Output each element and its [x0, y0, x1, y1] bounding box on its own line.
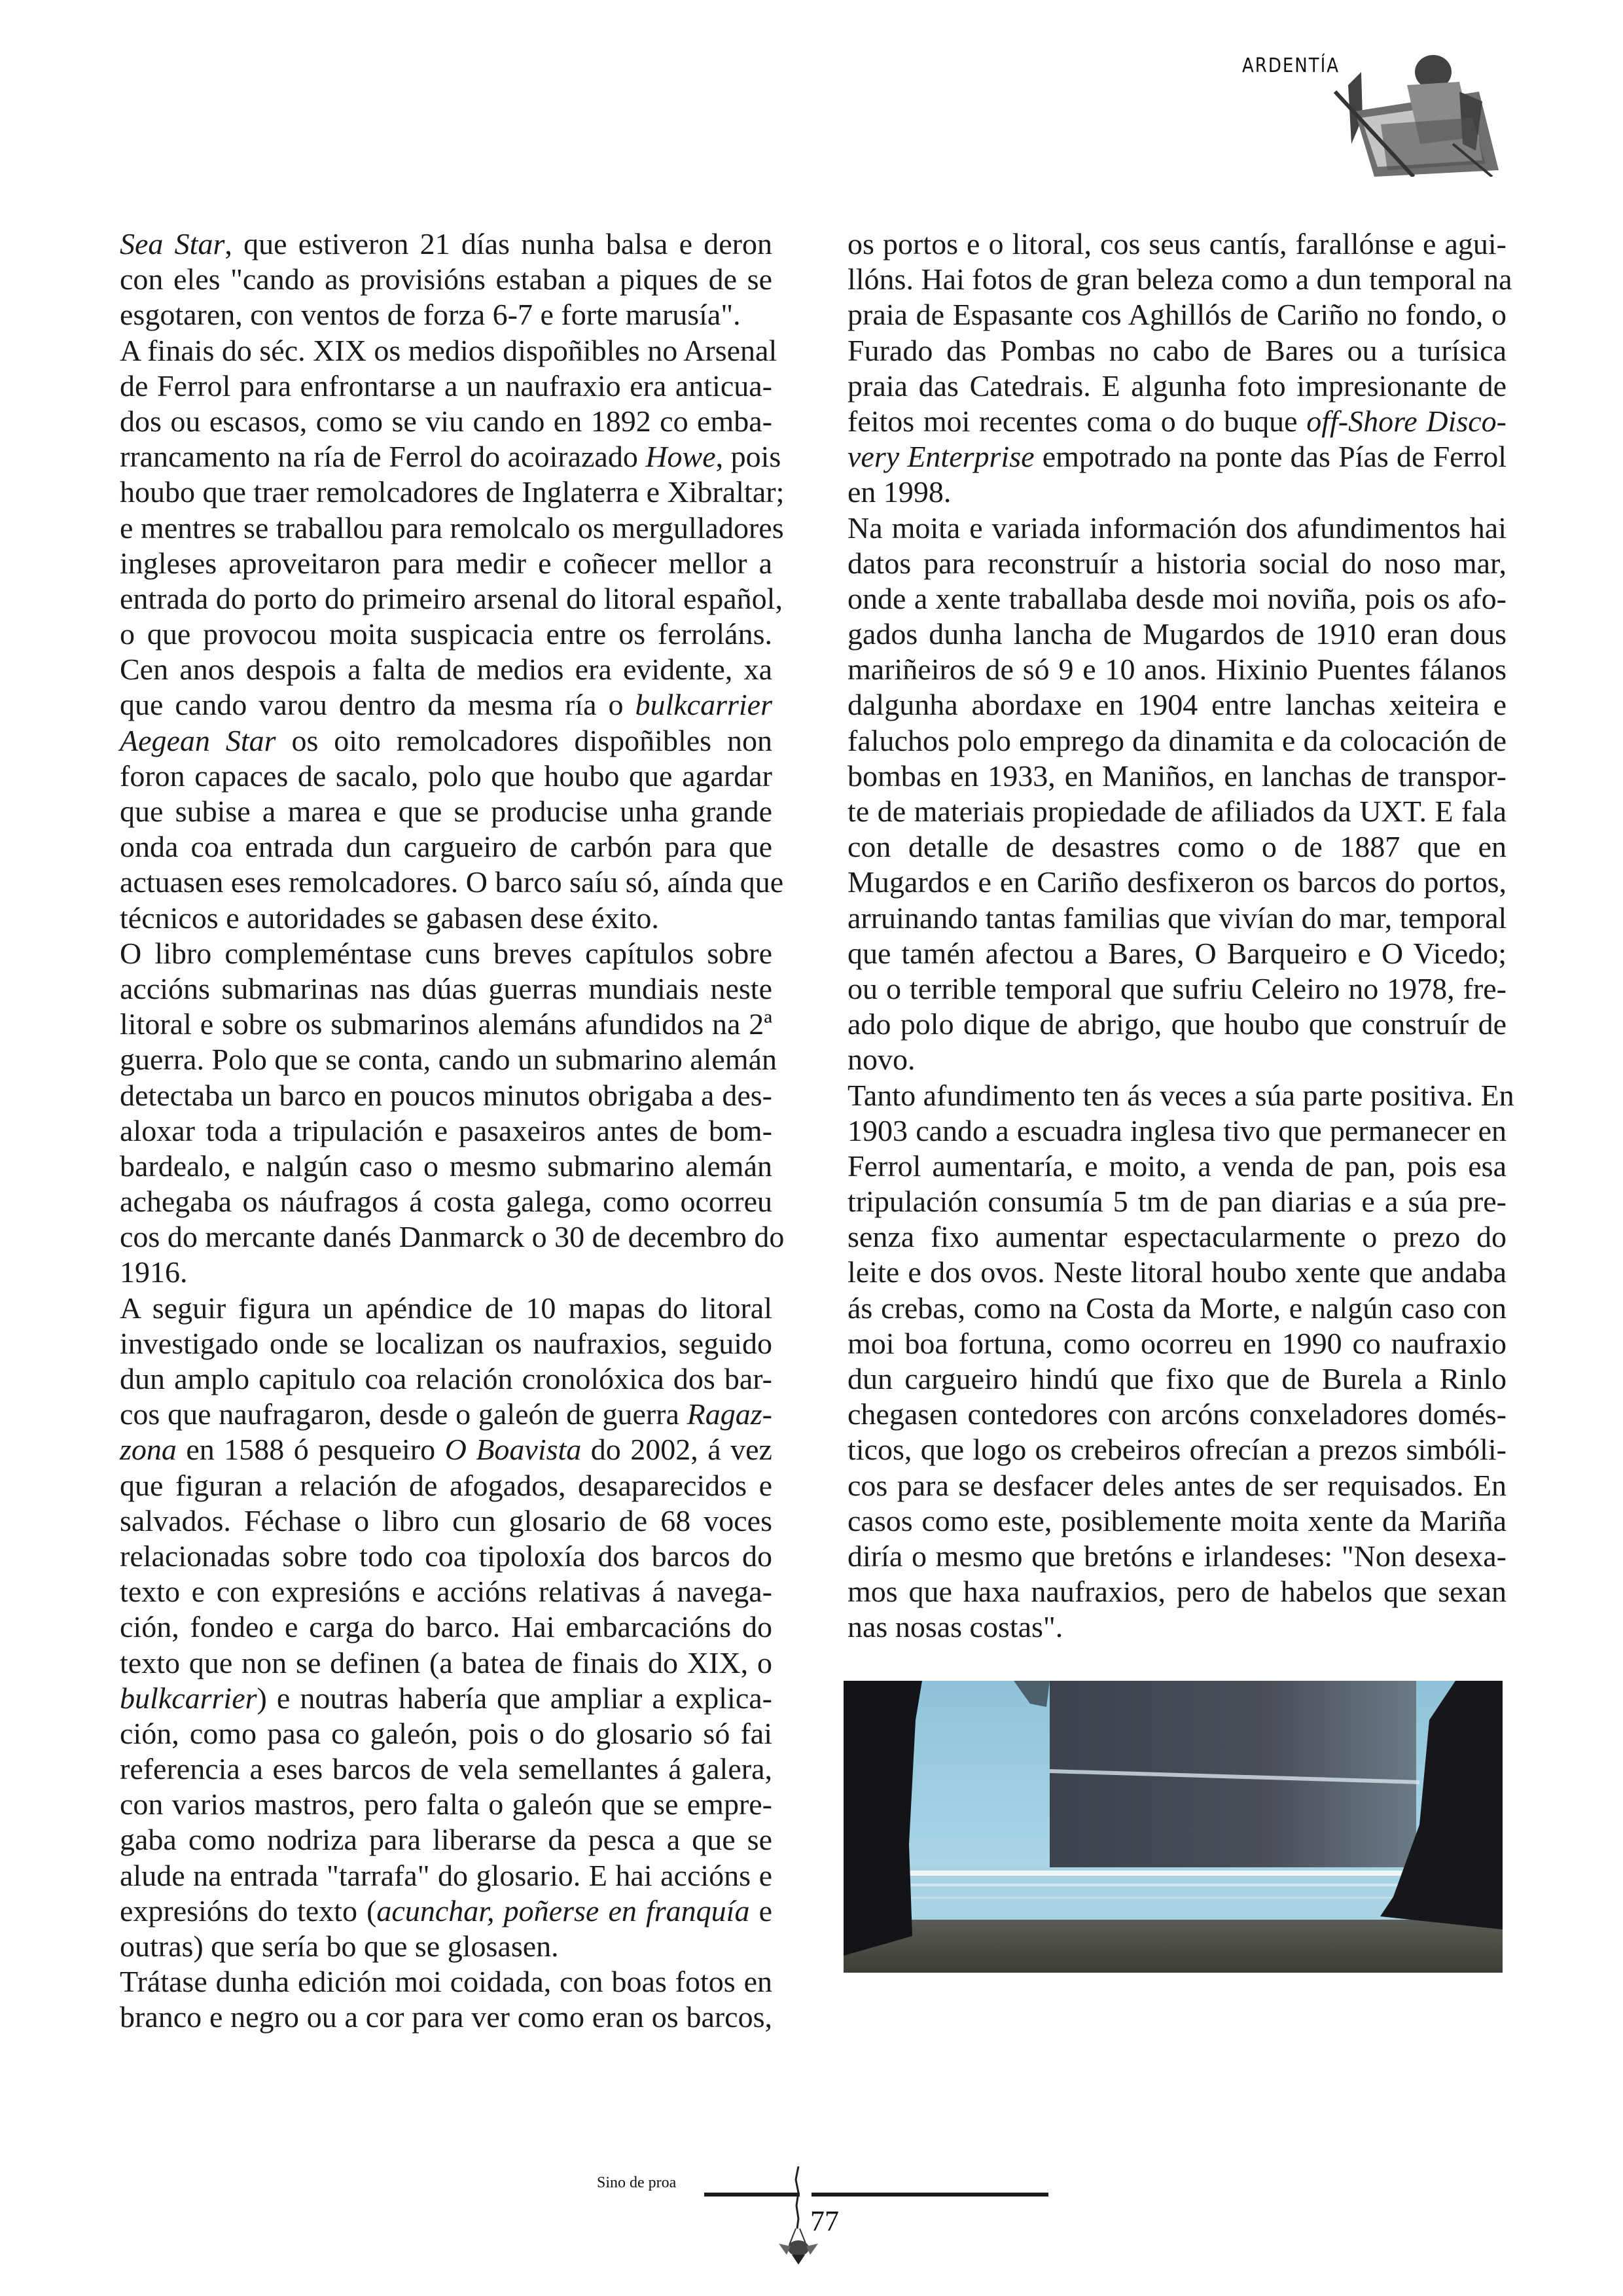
text-line — [847, 226, 1507, 262]
text-line — [120, 511, 784, 546]
text-line — [847, 1149, 1507, 1184]
text-line — [120, 297, 772, 332]
text-run: expresións do texto ( — [120, 1893, 377, 1928]
text-line — [120, 1609, 772, 1645]
text-line — [120, 368, 772, 404]
text-line — [847, 1078, 1514, 1113]
text-run: nas nosas costas". — [847, 1610, 1063, 1644]
text-run: con detalle de desastres como o de 1887 que en — [847, 830, 1507, 864]
text-line — [847, 404, 1507, 439]
text-line — [847, 1574, 1507, 1609]
text-line — [120, 1149, 772, 1184]
text-run: litoral e sobre os submarinos alemáns afundidos na 2ª — [120, 1007, 772, 1041]
text-run: houbo que traer remolcadores de Inglaterra e Xibraltar; — [120, 475, 785, 509]
text-run: 1903 cando a escuadra inglesa tivo que permanecer en — [847, 1113, 1507, 1147]
text-line — [847, 971, 1507, 1007]
text-line — [120, 901, 772, 936]
text-line — [847, 439, 1507, 475]
text-run: onda coa entrada dun cargueiro de carbón para que — [120, 830, 772, 864]
text-line — [120, 1716, 772, 1751]
text-line — [120, 1503, 772, 1539]
text-line — [120, 2000, 772, 2035]
text-line — [120, 439, 781, 475]
text-line — [120, 829, 772, 865]
text-run: entrada do porto do primeiro arsenal do litoral español, — [120, 581, 783, 615]
text-line — [120, 936, 772, 971]
text-line — [120, 1822, 772, 1857]
fisherman-illustration-icon — [1322, 46, 1544, 177]
text-line — [847, 1397, 1507, 1432]
text-run: tripulación consumía 5 tm de pan diarias e a súa pre- — [847, 1185, 1507, 1219]
text-run: con eles "cando as provisións estaban a piques de se — [120, 262, 772, 296]
text-line — [120, 1219, 785, 1255]
brand-title: ARDENTÍA — [1242, 54, 1340, 78]
text-run: cos para se desfacer deles antes de ser requisados. En — [847, 1468, 1507, 1502]
text-line — [847, 1255, 1507, 1290]
text-line — [847, 1432, 1507, 1467]
text-line — [847, 865, 1507, 900]
text-run: praia das Catedrais. E algunha foto impresionante de — [847, 368, 1507, 403]
text-run: branco e negro ou a cor para ver como eran os barcos, — [120, 2000, 772, 2034]
text-run: en 1588 ó pesqueiro — [176, 1433, 445, 1467]
text-run: texto e con expresións e accións relativas á navega- — [120, 1575, 772, 1609]
text-line — [847, 1503, 1507, 1539]
publication-name: Sino de proa — [597, 2174, 677, 2191]
text-run: chegasen contedores con arcóns conxeladores domés- — [847, 1397, 1507, 1431]
text-line — [847, 262, 1512, 297]
italic-term: Howe — [645, 440, 716, 474]
text-line — [120, 1291, 772, 1326]
text-run: feitos moi recentes coma o do buque — [847, 404, 1307, 438]
text-run: ás crebas, como na Costa da Morte, e nalgún caso con — [847, 1291, 1507, 1325]
text-line — [120, 617, 772, 652]
text-line — [120, 759, 772, 794]
text-run: Na moita e variada información dos afundimentos hai — [847, 511, 1507, 545]
text-line — [120, 687, 772, 723]
text-line — [847, 723, 1507, 759]
text-line — [847, 1326, 1507, 1361]
page-number: 77 — [810, 2205, 839, 2237]
text-line — [120, 1007, 772, 1042]
text-run: actuasen eses remolcadores. O barco saíu só, aínda que — [120, 865, 784, 899]
text-run: relacionadas sobre todo coa tipoloxía dos barcos do — [120, 1539, 772, 1573]
text-run: arruinando tantas familias que vivían do mar, temporal — [847, 901, 1507, 935]
text-line — [120, 581, 783, 617]
text-run: foron capaces de sacalo, polo que houbo que agardar — [120, 759, 772, 793]
text-run: Ferrol aumentaría, e moito, a venda de pan, pois esa — [847, 1149, 1507, 1183]
text-run: rrancamento na ría de Ferrol do acoirazado — [120, 440, 646, 474]
text-run: gados dunha lancha de Mugardos de 1910 eran dous — [847, 617, 1507, 651]
text-run: que subise a marea e que se producise unha grande — [120, 795, 772, 828]
text-run: datos para reconstruír a historia social do noso mar, — [847, 546, 1507, 580]
text-line — [120, 1751, 772, 1787]
text-run: te de materiais propiedade de afiliados da UXT. E fala — [847, 795, 1507, 828]
text-line — [120, 1787, 772, 1822]
italic-term: zona — [120, 1433, 177, 1467]
text-run: que cando varou dentro da mesma ría o — [120, 688, 635, 722]
text-run: empotrado na ponte das Pías de Ferrol — [1034, 440, 1507, 474]
text-line — [120, 652, 772, 687]
text-line — [120, 1645, 772, 1681]
text-line — [847, 652, 1507, 687]
text-run: en 1998. — [847, 475, 952, 509]
text-line — [847, 1468, 1507, 1503]
text-line — [120, 794, 772, 829]
text-line — [847, 1539, 1507, 1574]
text-run: senza fixo aumentar espectacularmente o prezo do — [847, 1220, 1507, 1254]
italic-term: Sea Star — [120, 227, 225, 260]
text-line — [120, 333, 777, 368]
text-run: cos do mercante danés Danmarck o 30 de decembro do — [120, 1220, 785, 1254]
text-line — [120, 1255, 772, 1290]
text-line — [847, 759, 1507, 794]
italic-term: very Enterprise — [847, 440, 1035, 474]
text-run: onde a xente traballaba desde moi noviña, pois os afo- — [847, 581, 1507, 615]
text-line — [847, 1113, 1507, 1149]
text-run: con varios mastros, pero falta o galeón que se empre- — [120, 1787, 772, 1821]
text-run: casos como este, posiblemente moita xente da Mariña — [847, 1503, 1507, 1537]
text-run: e — [749, 1893, 773, 1928]
text-line — [847, 1219, 1507, 1255]
text-run: Furado das Pombas no cabo de Bares ou a turísica — [847, 333, 1507, 367]
text-line — [847, 1361, 1507, 1397]
text-run: outras) que sería bo que se glosasen. — [120, 1929, 559, 1963]
text-line — [847, 1007, 1507, 1042]
text-run: técnicos e autoridades se gabasen dese éxito. — [120, 901, 659, 935]
text-line — [120, 546, 772, 581]
text-run: A seguir figura un apéndice de 10 mapas do litoral — [120, 1291, 772, 1325]
text-run: moi boa fortuna, como ocorreu en 1990 co naufraxio — [847, 1326, 1507, 1360]
italic-term: acunchar, poñerse en franquía — [376, 1893, 750, 1928]
text-run: mariñeiros de só 9 e 10 anos. Hixinio Puentes fálanos — [847, 653, 1507, 687]
text-run: do 2002, á vez — [581, 1433, 772, 1467]
text-run: accións submarinas nas dúas guerras mundiais neste — [120, 971, 772, 1005]
italic-term: Ragaz- — [687, 1397, 772, 1431]
footer-rule — [812, 2193, 1048, 2197]
text-line — [120, 971, 772, 1007]
text-run: Cen anos despois a falta de medios era evidente, xa — [120, 653, 772, 687]
text-run: mos que haxa naufraxios, pero de habelos que sexan — [847, 1575, 1507, 1609]
text-run: A finais do séc. XIX os medios dispoñibles no Arsenal — [120, 333, 777, 367]
text-run: , que estiveron 21 días nunha balsa e deron — [224, 227, 772, 260]
text-run: cos que naufragaron, desde o galeón de guerra — [120, 1397, 687, 1431]
text-line — [847, 901, 1507, 936]
text-line — [120, 1113, 772, 1149]
text-line — [120, 1929, 772, 1964]
text-run: investigado onde se localizan os naufraxios, seguido — [120, 1326, 772, 1360]
text-run: ou o terrible temporal que sufriu Celeiro no 1978, fre- — [847, 971, 1507, 1005]
text-line — [120, 1361, 772, 1397]
italic-term: off-Shore Disco- — [1306, 404, 1507, 438]
text-run: texto que non se definen (a batea de finais do XIX, o — [120, 1645, 772, 1679]
text-run: esgotaren, con ventos de forza 6-7 e forte marusía". — [120, 298, 741, 332]
text-run: gaba como nodriza para liberarse da pesca a que se — [120, 1823, 772, 1857]
text-run: dun cargueiro hindú que fixo que de Burela a Rinlo — [847, 1362, 1507, 1395]
text-run: o que provocou moita suspicacia entre os ferroláns. — [120, 617, 772, 651]
sea-arch-beach-photo — [844, 1681, 1503, 1973]
text-line — [120, 1468, 772, 1503]
text-run: ticos, que logo os crebeiros ofrecían a prezos simbóli- — [847, 1433, 1507, 1467]
text-run: e mentres se traballou para remolcalo os mergulladores — [120, 511, 784, 545]
text-run: praia de Espasante cos Aghillós de Cariño no fondo, o — [847, 298, 1507, 332]
left-text-column — [120, 226, 785, 2036]
text-line — [120, 262, 772, 297]
text-line — [120, 1432, 772, 1467]
text-run: dun amplo capitulo coa relación cronolóxica dos bar- — [120, 1362, 772, 1395]
right-text-column — [847, 226, 1514, 1645]
text-line — [120, 226, 772, 262]
text-run: Tanto afundimento ten ás veces a súa parte positiva. En — [847, 1078, 1514, 1112]
text-run: detectaba un barco en poucos minutos obrigaba a des- — [120, 1078, 772, 1112]
text-run: achegaba os náufragos á costa galega, como ocorreu — [120, 1185, 772, 1219]
text-run: Mugardos e en Cariño desfixeron os barcos do portos, — [847, 865, 1507, 899]
text-line — [120, 1964, 772, 2000]
text-line — [120, 1574, 772, 1609]
text-line — [847, 687, 1507, 723]
text-run: faluchos polo emprego da dinamita e da colocación de — [847, 723, 1507, 757]
text-run: O libro compleméntase cuns breves capítulos sobre — [120, 936, 772, 970]
text-line — [847, 794, 1507, 829]
text-run: os portos e o litoral, cos seus cantís, farallónse e agui- — [847, 227, 1507, 260]
text-line — [847, 368, 1507, 404]
text-line — [847, 829, 1507, 865]
text-line — [120, 1042, 777, 1077]
text-run: Trátase dunha edición moi coidada, con boas fotos en — [120, 1965, 772, 1999]
text-line — [120, 723, 772, 759]
text-line — [120, 404, 772, 439]
text-line — [120, 1539, 772, 1574]
text-line — [847, 1609, 1507, 1645]
text-line — [847, 1042, 1507, 1077]
text-line — [847, 1291, 1507, 1326]
text-run: dalgunha abordaxe en 1904 entre lanchas xeiteira e — [847, 688, 1507, 722]
text-run: , pois — [715, 440, 781, 474]
text-run: leite e dos ovos. Neste litoral houbo xente que andaba — [847, 1255, 1507, 1289]
text-run: aloxar toda a tripulación e pasaxeiros antes de bom- — [120, 1113, 772, 1147]
text-run: salvados. Féchase o libro cun glosario de 68 voces — [120, 1503, 772, 1537]
text-run: ción, fondeo e carga do barco. Hai embarcacións do — [120, 1610, 772, 1644]
text-run: ción, como pasa co galeón, pois o do glosario só fai — [120, 1716, 772, 1750]
text-line — [120, 1858, 772, 1893]
text-run: bardealo, e nalgún caso o mesmo submarino alemán — [120, 1149, 772, 1183]
text-line — [847, 475, 1507, 510]
text-line — [847, 333, 1507, 368]
text-line — [847, 297, 1507, 332]
text-run: que figuran a relación de afogados, desaparecidos e — [120, 1468, 772, 1502]
text-line — [120, 1397, 772, 1432]
text-line — [847, 1184, 1507, 1219]
text-run: novo. — [847, 1043, 916, 1077]
text-run: os oito remolcadores dispoñibles non — [276, 723, 772, 757]
text-run: llóns. Hai fotos de gran beleza como a dun temporal na — [847, 262, 1512, 296]
text-line — [120, 865, 784, 900]
text-line — [847, 936, 1507, 971]
text-run: referencia a eses barcos de vela semellantes á galera, — [120, 1752, 772, 1786]
text-line — [847, 511, 1507, 546]
text-line — [120, 1078, 772, 1113]
text-run: ado polo dique de abrigo, que houbo que construír de — [847, 1007, 1507, 1041]
text-run: de Ferrol para enfrontarse a un naufraxio era anticua- — [120, 368, 772, 403]
italic-term: Aegean Star — [120, 723, 276, 757]
text-run: bombas en 1933, en Maniños, en lanchas de transpor- — [847, 759, 1507, 793]
text-line — [120, 1326, 772, 1361]
text-line — [120, 1184, 772, 1219]
text-line — [847, 617, 1507, 652]
text-run: guerra. Polo que se conta, cando un submarino alemán — [120, 1043, 777, 1077]
text-line — [120, 475, 785, 510]
text-run: dos ou escasos, como se viu cando en 1892 co emba- — [120, 404, 772, 438]
text-run: 1916. — [120, 1255, 188, 1289]
italic-term: bulkcarrier — [635, 688, 772, 722]
text-run: ) e noutras habería que ampliar a explica- — [257, 1681, 772, 1715]
italic-term: O Boavista — [444, 1433, 582, 1467]
italic-term: bulkcarrier — [120, 1681, 257, 1715]
text-line — [120, 1893, 772, 1929]
text-line — [847, 581, 1507, 617]
text-run: que tamén afectou a Bares, O Barqueiro e O Vicedo; — [847, 936, 1507, 970]
text-line — [120, 1681, 772, 1716]
text-run: alude na entrada "tarrafa" do glosario. E hai accións e — [120, 1858, 772, 1892]
text-run: diría o mesmo que bretóns e irlandeses: "Non desexa- — [847, 1539, 1507, 1573]
text-line — [847, 546, 1507, 581]
text-run: ingleses aproveitaron para medir e coñecer mellor a — [120, 546, 772, 580]
